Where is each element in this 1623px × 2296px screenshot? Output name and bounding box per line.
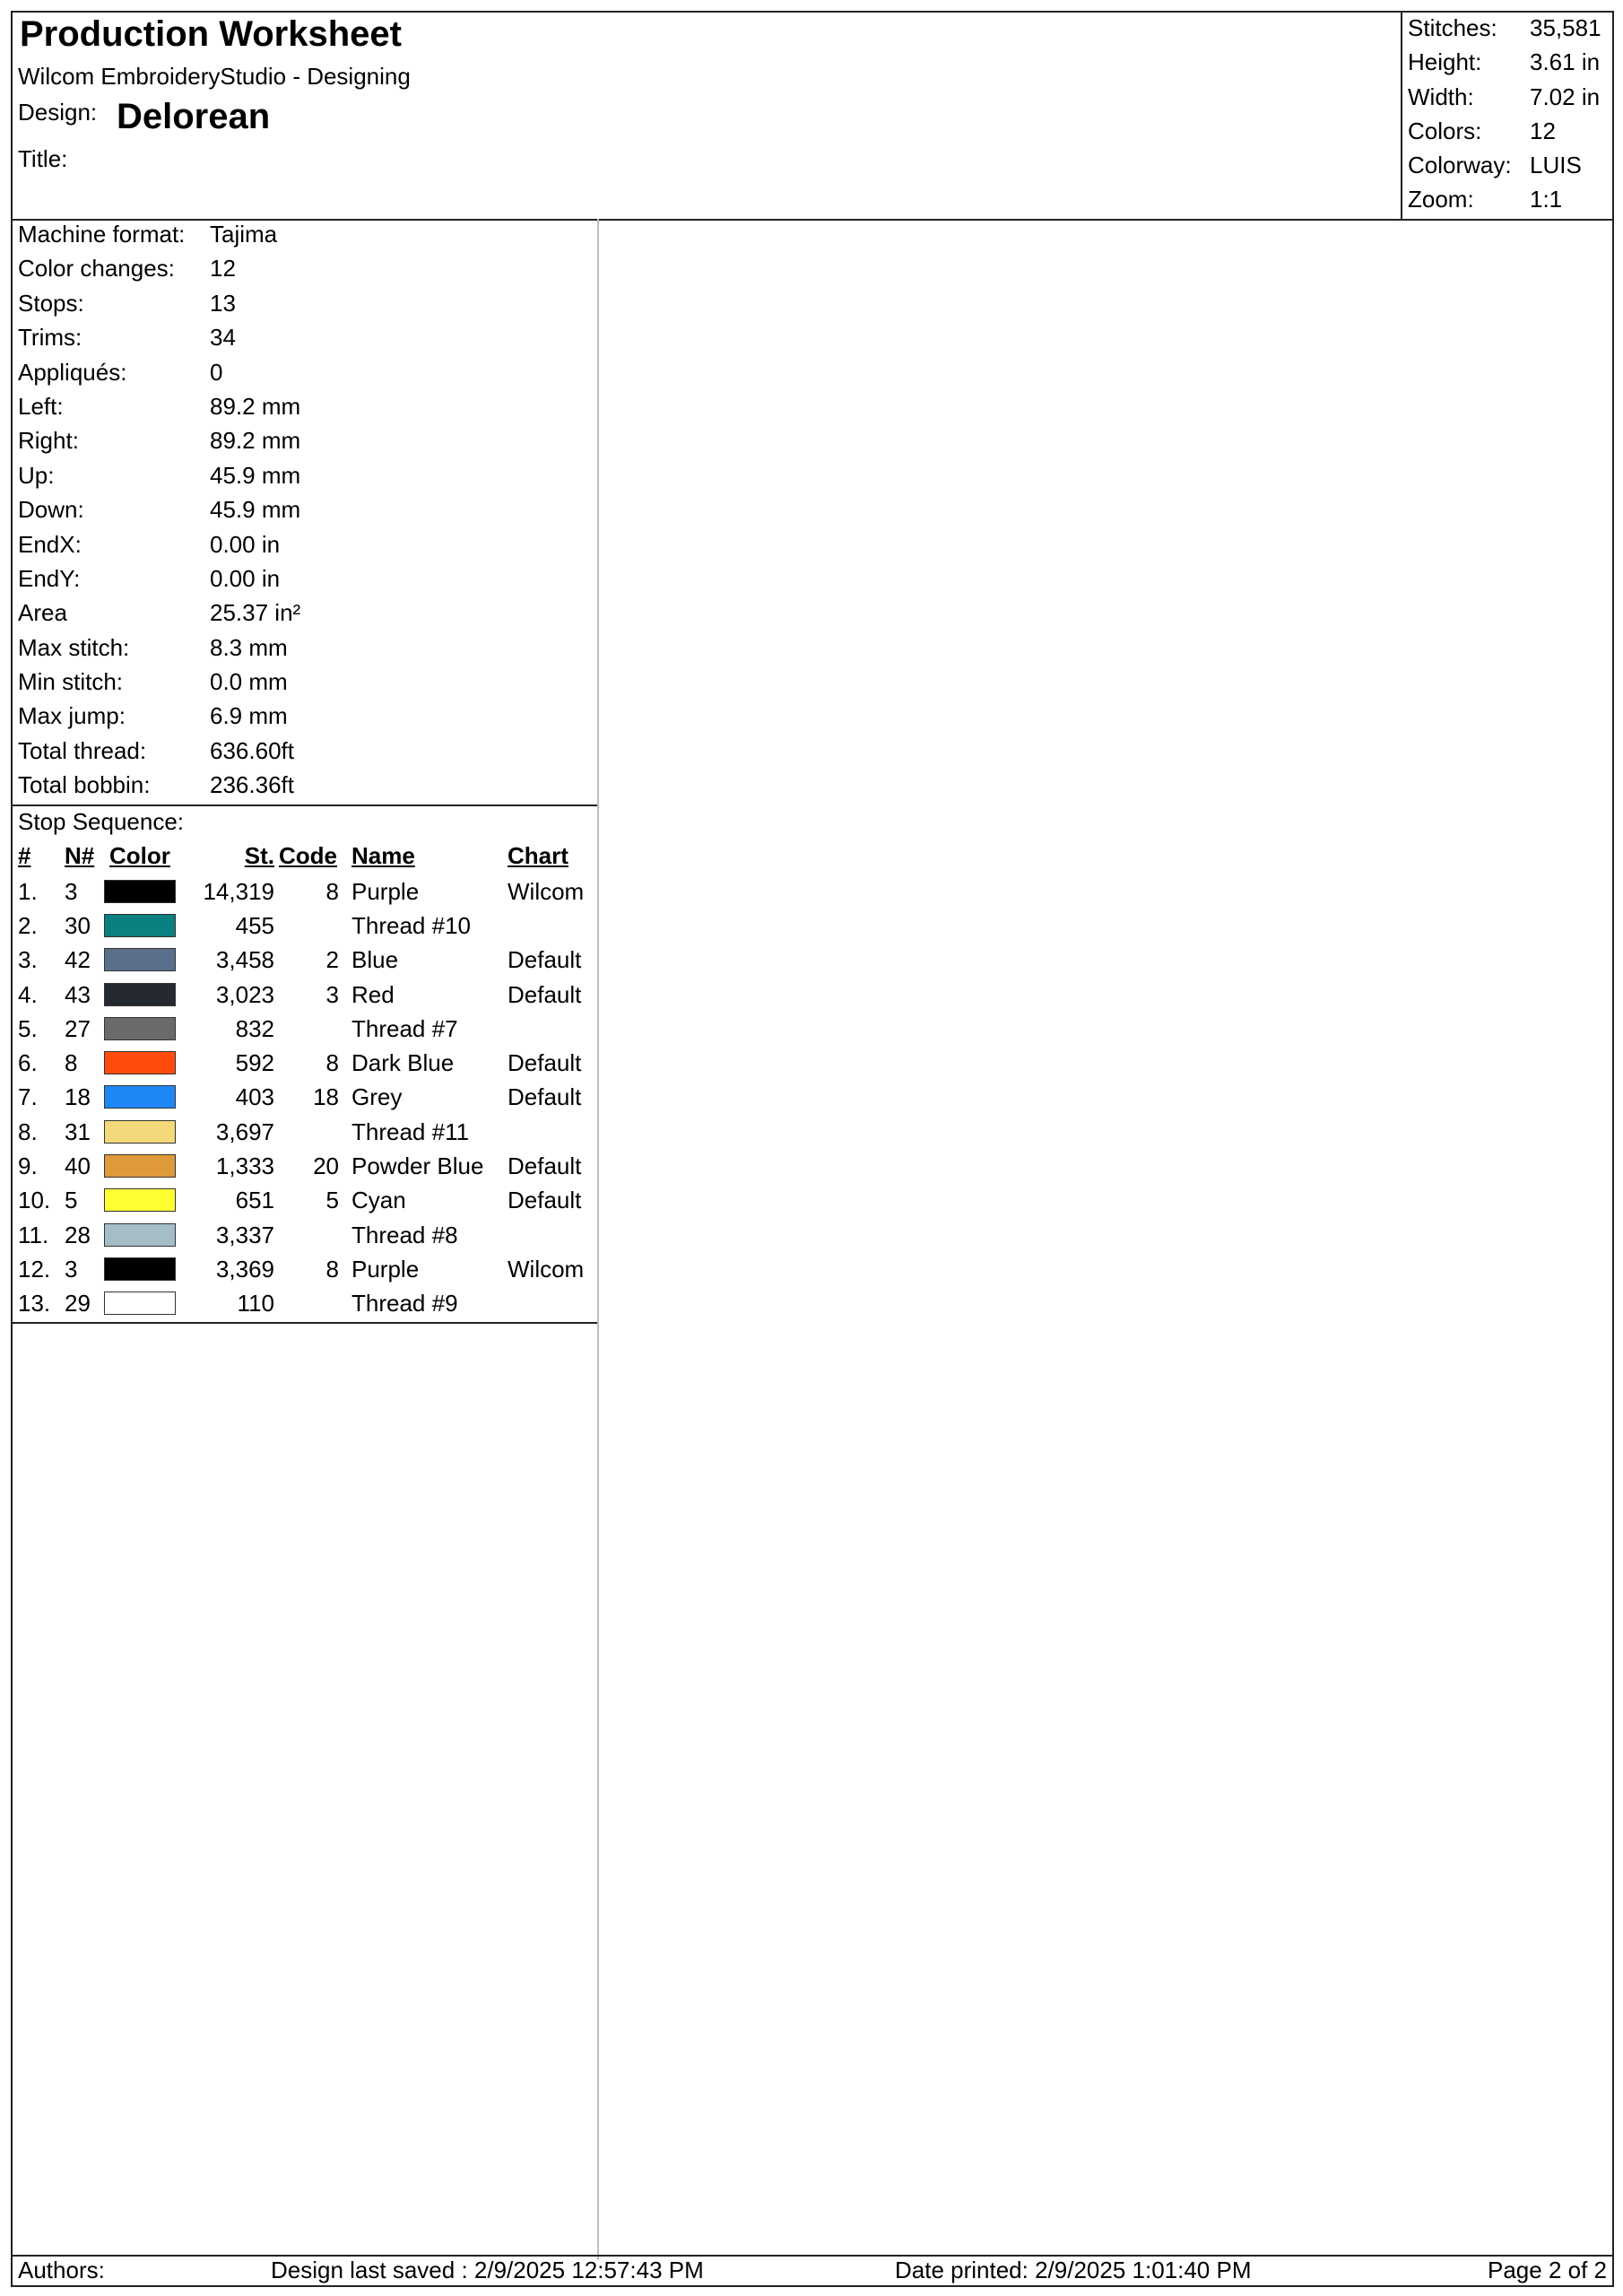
needle-number: 29	[65, 1290, 91, 1318]
stop-number: 9.	[18, 1152, 38, 1180]
thread-name: Cyan	[352, 1187, 406, 1214]
info-label: Left:	[18, 392, 64, 420]
table-row	[13, 1288, 597, 1322]
stop-number: 5.	[18, 1014, 38, 1042]
info-row	[13, 322, 597, 356]
thread-name: Purple	[352, 877, 420, 905]
summary-row	[1402, 184, 1614, 218]
last-saved: Design last saved : 2/9/2025 12:57:43 PM	[271, 2257, 704, 2283]
summary-row	[1402, 150, 1614, 184]
info-label: Right:	[18, 427, 79, 455]
info-row	[13, 700, 597, 735]
date-printed: Date printed: 2/9/2025 1:01:40 PM	[895, 2257, 1252, 2283]
info-value: 0	[210, 358, 223, 386]
info-row	[13, 425, 597, 459]
worksheet-frame	[11, 11, 1614, 2287]
stitch-count: 3,023	[215, 980, 274, 1008]
stop-number: 12.	[18, 1255, 51, 1283]
header-name: Name	[352, 841, 415, 869]
summary-value: 7.02 in	[1530, 83, 1601, 110]
info-label: Appliqués:	[18, 358, 127, 386]
stop-number: 6.	[18, 1049, 38, 1077]
thread-code: 2	[325, 946, 339, 974]
thread-code: 3	[325, 980, 339, 1008]
page-number: Page 2 of 2	[1488, 2257, 1607, 2283]
info-row	[13, 735, 597, 770]
stop-number: 7.	[18, 1083, 38, 1111]
thread-code: 18	[313, 1083, 339, 1111]
table-row	[13, 944, 597, 978]
info-row	[13, 770, 597, 804]
summary-label: Stitches:	[1408, 14, 1497, 41]
stitch-count: 592	[235, 1049, 274, 1077]
info-value: 6.9 mm	[210, 702, 288, 730]
needle-number: 3	[65, 877, 78, 905]
color-swatch	[104, 948, 176, 971]
table-row	[13, 910, 597, 944]
thread-name: Purple	[352, 1255, 420, 1283]
header-code: Code	[279, 841, 337, 869]
thread-name: Thread #10	[352, 911, 471, 939]
table-row	[13, 1151, 597, 1185]
info-label: Area	[18, 599, 67, 627]
table-row	[13, 979, 597, 1013]
info-label: Stops:	[18, 289, 84, 317]
stop-number: 11.	[18, 1221, 49, 1248]
table-row	[13, 1254, 597, 1288]
info-value: 236.36ft	[210, 771, 294, 799]
info-row	[13, 460, 597, 494]
color-swatch	[104, 1051, 176, 1074]
table-row	[13, 1185, 597, 1219]
info-row	[13, 494, 597, 528]
info-row	[13, 597, 597, 631]
info-value: 13	[210, 289, 236, 317]
info-value: 25.37 in²	[210, 599, 301, 627]
info-label: Down:	[18, 496, 84, 524]
info-row	[13, 632, 597, 666]
info-row	[13, 529, 597, 563]
summary-label: Width:	[1408, 83, 1474, 110]
info-row	[13, 563, 597, 597]
stitch-count: 651	[235, 1187, 274, 1214]
thread-name: Thread #11	[352, 1118, 470, 1145]
color-swatch	[104, 983, 176, 1006]
thread-code: 20	[313, 1152, 339, 1180]
stitch-count: 455	[235, 911, 274, 939]
needle-number: 42	[65, 946, 91, 974]
info-row	[13, 288, 597, 322]
color-swatch	[104, 914, 176, 937]
info-label: Trims:	[18, 324, 82, 352]
summary-panel	[1401, 13, 1614, 219]
summary-value: 12	[1530, 117, 1556, 144]
thread-code: 8	[325, 1255, 339, 1283]
info-row	[13, 357, 597, 391]
info-label: Max jump:	[18, 702, 126, 730]
thread-name: Dark Blue	[352, 1049, 455, 1077]
thread-name: Thread #9	[352, 1290, 458, 1318]
summary-value: 1:1	[1530, 186, 1563, 213]
needle-number: 28	[65, 1221, 91, 1248]
title-label: Title:	[18, 145, 68, 172]
needle-number: 3	[65, 1255, 78, 1283]
info-label: Total thread:	[18, 736, 147, 764]
thread-name: Blue	[352, 946, 399, 974]
thread-chart: Wilcom	[508, 1255, 585, 1283]
header-needle: N#	[65, 841, 95, 869]
needle-number: 31	[65, 1118, 91, 1145]
thread-chart: Wilcom	[508, 877, 585, 905]
stitch-count: 403	[235, 1083, 274, 1111]
info-label: EndX:	[18, 530, 82, 558]
left-column	[13, 219, 599, 2260]
stitch-count: 3,458	[215, 946, 274, 974]
machine-info-panel	[13, 219, 597, 806]
info-label: Max stitch:	[18, 633, 130, 661]
stop-number: 1.	[18, 877, 38, 905]
info-value: 0.00 in	[210, 530, 281, 558]
color-swatch	[104, 1120, 176, 1144]
thread-name: Powder Blue	[352, 1152, 484, 1180]
stop-number: 10.	[18, 1187, 51, 1214]
application-name: Wilcom EmbroideryStudio - Designing	[18, 63, 411, 90]
stitch-count: 1,333	[215, 1152, 274, 1180]
stitch-count: 3,697	[215, 1118, 274, 1145]
thread-chart: Default	[508, 1083, 582, 1111]
color-swatch	[104, 1223, 176, 1247]
info-value: 12	[210, 255, 236, 283]
stitch-count: 832	[235, 1014, 274, 1042]
stitch-count: 3,369	[215, 1255, 274, 1283]
color-swatch	[104, 1188, 176, 1212]
thread-name: Red	[352, 980, 395, 1008]
thread-chart: Default	[508, 1152, 582, 1180]
authors-label: Authors:	[18, 2257, 105, 2283]
stop-number: 4.	[18, 980, 38, 1008]
summary-row	[1402, 13, 1614, 47]
header-num: #	[18, 841, 31, 869]
thread-name: Thread #7	[352, 1014, 458, 1042]
table-row	[13, 1082, 597, 1116]
info-value: 0.00 in	[210, 564, 281, 592]
design-label: Design:	[18, 99, 98, 126]
header-chart: Chart	[508, 841, 568, 869]
color-swatch	[104, 880, 176, 903]
stop-number: 3.	[18, 946, 38, 974]
needle-number: 30	[65, 911, 91, 939]
color-swatch	[104, 1257, 176, 1281]
stitch-count: 14,319	[203, 877, 274, 905]
summary-row	[1402, 82, 1614, 116]
thread-chart: Default	[508, 1187, 582, 1214]
stitch-count: 110	[237, 1290, 274, 1318]
table-row	[13, 876, 597, 910]
summary-row	[1402, 47, 1614, 81]
needle-number: 18	[65, 1083, 91, 1111]
color-swatch	[104, 1154, 176, 1178]
info-value: 45.9 mm	[210, 461, 301, 489]
info-label: Color changes:	[18, 255, 175, 283]
color-swatch	[104, 1085, 176, 1109]
needle-number: 43	[65, 980, 91, 1008]
page-title: Production Worksheet	[20, 14, 402, 54]
thread-code: 8	[325, 1049, 339, 1077]
thread-code: 5	[325, 1187, 339, 1214]
table-row	[13, 1117, 597, 1151]
header-stitches: St.	[244, 841, 274, 869]
summary-label: Colors:	[1408, 117, 1482, 144]
color-swatch	[104, 1017, 176, 1040]
info-value: 89.2 mm	[210, 392, 301, 420]
thread-chart: Default	[508, 1049, 582, 1077]
needle-number: 40	[65, 1152, 91, 1180]
stop-number: 13.	[18, 1290, 51, 1318]
info-value: 636.60ft	[210, 736, 294, 764]
info-value: Tajima	[210, 221, 278, 248]
summary-label: Colorway:	[1408, 152, 1512, 179]
stop-sequence-panel	[13, 806, 597, 1324]
info-row	[13, 219, 597, 253]
info-value: 0.0 mm	[210, 668, 288, 696]
needle-number: 8	[65, 1049, 78, 1077]
thread-name: Grey	[352, 1083, 403, 1111]
summary-label: Zoom:	[1408, 186, 1474, 213]
summary-value: 35,581	[1530, 14, 1601, 41]
info-value: 89.2 mm	[210, 427, 301, 455]
info-value: 8.3 mm	[210, 633, 288, 661]
summary-row	[1402, 116, 1614, 150]
thread-chart: Default	[508, 946, 582, 974]
summary-value: LUIS	[1530, 152, 1582, 179]
summary-label: Height:	[1408, 48, 1482, 76]
stop-number: 8.	[18, 1118, 38, 1145]
needle-number: 27	[65, 1014, 91, 1042]
table-row	[13, 1220, 597, 1254]
header-color: Color	[109, 841, 170, 869]
info-label: Up:	[18, 461, 55, 489]
footer	[13, 2255, 1612, 2285]
info-value: 34	[210, 324, 236, 352]
info-label: Total bobbin:	[18, 771, 151, 799]
stop-sequence-label: Stop Sequence:	[18, 807, 185, 835]
thread-chart: Default	[508, 980, 582, 1008]
table-row	[13, 1013, 597, 1048]
info-row	[13, 253, 597, 287]
header	[13, 13, 1612, 221]
summary-value: 3.61 in	[1530, 48, 1601, 76]
design-name: Delorean	[117, 97, 271, 136]
info-row	[13, 391, 597, 425]
stop-number: 2.	[18, 911, 38, 939]
info-value: 45.9 mm	[210, 496, 301, 524]
stitch-count: 3,337	[215, 1221, 274, 1248]
info-row	[13, 666, 597, 700]
color-swatch	[104, 1292, 176, 1315]
info-label: Min stitch:	[18, 668, 124, 696]
needle-number: 5	[65, 1187, 78, 1214]
info-label: Machine format:	[18, 221, 186, 248]
table-row	[13, 1048, 597, 1082]
info-label: EndY:	[18, 564, 81, 592]
thread-code: 8	[325, 877, 339, 905]
thread-name: Thread #8	[352, 1221, 458, 1248]
